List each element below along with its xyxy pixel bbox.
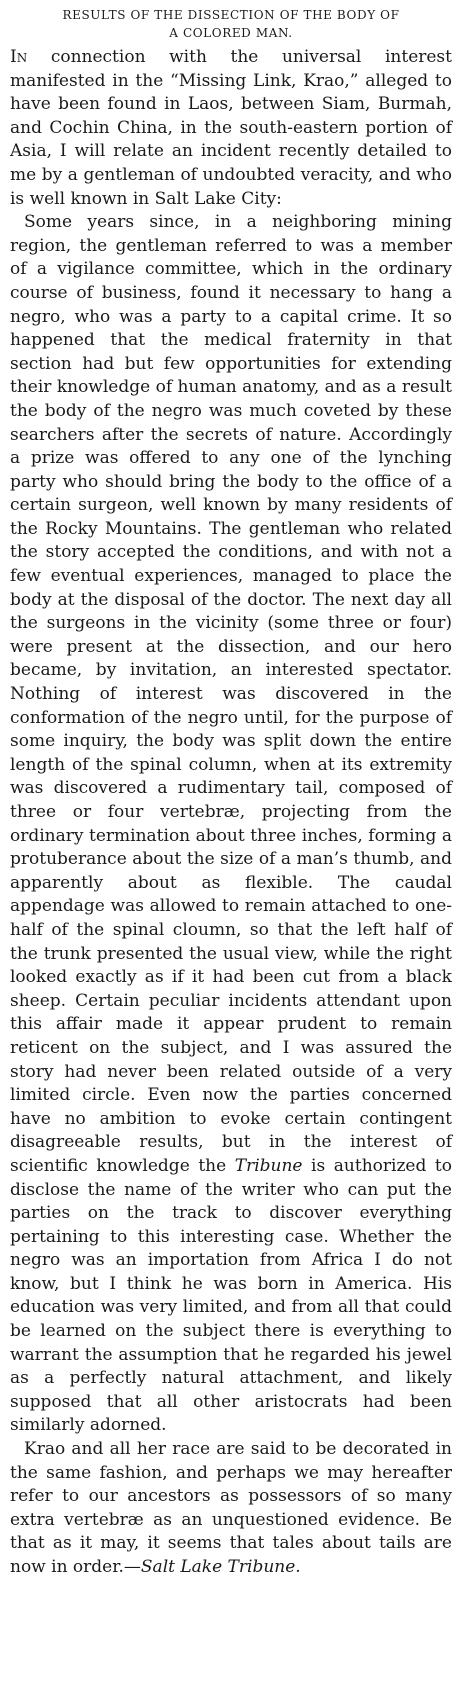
article-headline <box>10 6 452 42</box>
paragraph-1-text: connection with the universal interest manifested in the “Missing Link, Krao,” alleged to have been found in Laos, between Siam, Burmah, and Cochin China, in the south-eastern portion of Asia, I will relate an incident recently detailed to me by a gentleman of undoubted veracity, and who is well known in Salt Lake City: <box>10 47 452 209</box>
paragraph-1 <box>10 46 452 211</box>
headline-line-1: RESULTS OF THE DISSECTION OF THE BODY OF <box>62 8 400 22</box>
paragraph-2-text-b: is authorized to disclose the name of the writer who can put the parties on the track to discover everything pertaining to this interesting case. Whether the negro was an importation from Africa I do not know, but I think he was born in America. His education was very limited, and from all that could be learned on the subject there is everything to warrant the assumption that he regarded his jewel as a perfectly natural attachment, and likely supposed that all other aristocrats had been similarly adorned. <box>10 1155 452 1436</box>
source-credit: Salt Lake Tribune. <box>140 1557 301 1577</box>
headline-line-2: A COLORED MAN. <box>169 26 293 40</box>
paragraph-3-text: Krao and all her race are said to be decorated in the same fashion, and perhaps we may hereafter refer to our ancestors as possessors of so many extra vertebræ as an unquestioned evidence. Be that as it may, it seems that tales about tails are now in order.— <box>10 1439 452 1577</box>
paragraph-2 <box>10 211 452 1438</box>
paragraph-2-text-a: Some years since, in a neighboring mining region, the gentleman referred to was a member of a vigilance committee, which in the ordinary course of business, found it necessary to hang a negro, who was a party to a capital crime. It so happened that the medical fraternity in that section had but few opportunities for extending their knowledge of human anatomy, and as a result the body of the negro was much coveted by these searchers after the secrets of nature. Accordingly a prize was offered to any one of the lynching party who should bring the body to the office of a certain surgeon, well known by many residents of the Rocky Mountains. The gentleman who related the story accepted the conditions, and with not a few eventual experiences, managed to place the body at the disposal of the doctor. The next day all the surgeons in the vicinity (some three or four) were present at the dissection, and our hero became, by invitation, an interested spectator. Nothing of interest was discovered in the conformation of the negro until, for the purpose of some inquiry, the body was split down the entire length of the spinal column, when at its extremity was discovered a rudimentary tail, composed of three or four vertebræ, projecting from the ordinary termination about three inches, forming a protuberance about the size of a man’s thumb, and apparently about as flexible. The caudal appendage was allowed to remain attached to one-half of the spinal cloumn, so that the left half of the trunk presented the usual view, while the right looked exactly as if it had been cut from a black sheep. Certain peculiar incidents attendant upon this affair made it appear prudent to remain reticent on the subject, and I was assured the story had never been related outside of a very limited circle. Even now the parties concerned have no ambition to evoke certain contingent disagreeable results, but in the interest of scientific knowledge the <box>10 212 452 1176</box>
lead-word: In <box>10 47 28 67</box>
paragraph-3 <box>10 1438 452 1580</box>
tribune-italic: Tribune <box>234 1155 303 1176</box>
